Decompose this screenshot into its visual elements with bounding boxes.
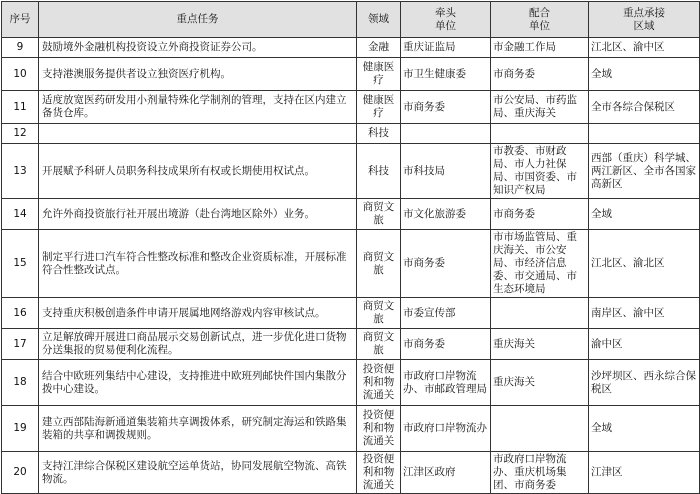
- table-row: [2, 124, 700, 144]
- row-no: 10: [2, 58, 39, 91]
- row-no: 12: [2, 124, 39, 144]
- row-no: 16: [2, 298, 39, 329]
- row-task: 制定平行进口汽车符合性整改标准和整改企业资质标准，开展标准符合性整改试点。: [39, 230, 357, 298]
- row-lead: 市政府口岸物流办: [401, 406, 491, 452]
- row-no: 15: [2, 230, 39, 298]
- row-task: 立足解放碑开展进口商品展示交易创新试点，进一步优化进口货物分送集报的贸易便利化流程。: [39, 329, 357, 360]
- table-row: [2, 329, 700, 360]
- row-area: 江北区、渝北区: [589, 230, 700, 298]
- header-lead: 牵头 单位: [401, 2, 491, 38]
- table-row: [2, 230, 700, 298]
- row-task: 支持港澳服务提供者设立独资医疗机构。: [39, 58, 357, 91]
- row-coop: [491, 406, 589, 452]
- row-lead: 市科技局: [401, 144, 491, 199]
- row-field: 商贸文旅: [357, 199, 401, 230]
- row-area: 江津区: [589, 452, 700, 494]
- row-coop: 市教委、市财政局、市人力社保局、市国资委、市知识产权局: [491, 144, 589, 199]
- row-coop: 市商务委: [491, 58, 589, 91]
- row-area: 全域: [589, 58, 700, 91]
- row-lead: 市商务委: [401, 230, 491, 298]
- row-lead: 市卫生健康委: [401, 58, 491, 91]
- row-field: 金融: [357, 38, 401, 58]
- row-field: 商贸文旅: [357, 329, 401, 360]
- row-area: [589, 124, 700, 144]
- row-lead: [401, 124, 491, 144]
- row-coop: 市市场监管局、重庆海关、市公安局、市经济信息委、市交通局、市生态环境局: [491, 230, 589, 298]
- row-area: 全市各综合保税区: [589, 91, 700, 124]
- row-task: [39, 124, 357, 144]
- row-area: 全域: [589, 199, 700, 230]
- row-area: 全域: [589, 406, 700, 452]
- row-no: 9: [2, 38, 39, 58]
- row-no: 14: [2, 199, 39, 230]
- row-field: 健康医疗: [357, 58, 401, 91]
- row-lead: 市政府口岸物流办、市邮政管理局: [401, 360, 491, 406]
- row-coop: 市政府口岸物流办、重庆机场集团、市商务委: [491, 452, 589, 494]
- row-coop: [491, 124, 589, 144]
- row-lead: 市委宣传部: [401, 298, 491, 329]
- header-no: 序号: [2, 2, 39, 38]
- task-table: [1, 1, 700, 494]
- row-no: 17: [2, 329, 39, 360]
- row-lead: 重庆证监局: [401, 38, 491, 58]
- row-task: 允许外商投资旅行社开展出境游（赴台湾地区除外）业务。: [39, 199, 357, 230]
- row-area: 渝中区: [589, 329, 700, 360]
- row-field: 投资便利和物流通关: [357, 452, 401, 494]
- row-field: 投资便利和物流通关: [357, 406, 401, 452]
- row-lead: 市商务委: [401, 91, 491, 124]
- row-no: 11: [2, 91, 39, 124]
- row-coop: 市商务委: [491, 199, 589, 230]
- row-task: 建立西部陆海新通道集装箱共享调拨体系，研究制定海运和铁路集装箱的共享和调拨规则。: [39, 406, 357, 452]
- row-task: 适度放宽医药研发用小剂量特殊化学制剂的管理，支持在区内建立备货仓库。: [39, 91, 357, 124]
- row-area: 江北区、渝中区: [589, 38, 700, 58]
- header-coop: 配合 单位: [491, 2, 589, 38]
- header-task: 重点任务: [39, 2, 357, 38]
- table-row: [2, 298, 700, 329]
- row-task: 开展赋予科研人员职务科技成果所有权或长期使用权试点。: [39, 144, 357, 199]
- row-no: 19: [2, 406, 39, 452]
- row-no: 20: [2, 452, 39, 494]
- table-row: [2, 144, 700, 199]
- row-no: 13: [2, 144, 39, 199]
- row-coop: 市金融工作局: [491, 38, 589, 58]
- table-row: [2, 38, 700, 58]
- row-coop: 市公安局、市药监局、重庆海关: [491, 91, 589, 124]
- row-field: 科技: [357, 124, 401, 144]
- row-task: 结合中欧班列集结中心建设，支持推进中欧班列邮快件国内集散分拨中心建设。: [39, 360, 357, 406]
- header-field: 领域: [357, 2, 401, 38]
- row-task: 支持重庆积极创造条件申请开展属地网络游戏内容审核试点。: [39, 298, 357, 329]
- table-row: [2, 406, 700, 452]
- row-area: 西部（重庆）科学城、两江新区、全市各国家高新区: [589, 144, 700, 199]
- table-row: [2, 360, 700, 406]
- row-lead: 江津区政府: [401, 452, 491, 494]
- row-no: 18: [2, 360, 39, 406]
- row-coop: 重庆海关: [491, 329, 589, 360]
- row-field: 商贸文旅: [357, 298, 401, 329]
- row-field: 投资便利和物流通关: [357, 360, 401, 406]
- row-field: 健康医疗: [357, 91, 401, 124]
- row-area: 南岸区、渝中区: [589, 298, 700, 329]
- row-field: 商贸文旅: [357, 230, 401, 298]
- row-field: 科技: [357, 144, 401, 199]
- table-row: [2, 58, 700, 91]
- row-lead: 市商务委: [401, 329, 491, 360]
- table-row: [2, 91, 700, 124]
- row-coop: 重庆海关: [491, 360, 589, 406]
- row-lead: 市文化旅游委: [401, 199, 491, 230]
- table-header-row: [2, 2, 700, 38]
- row-area: 沙坪坝区、西永综合保税区: [589, 360, 700, 406]
- row-coop: [491, 298, 589, 329]
- header-area: 重点承接 区域: [589, 2, 700, 38]
- row-task: 鼓励境外金融机构投资设立外商投资证券公司。: [39, 38, 357, 58]
- table-row: [2, 199, 700, 230]
- row-task: 支持江津综合保税区建设航空运单货站，协同发展航空物流、高铁物流。: [39, 452, 357, 494]
